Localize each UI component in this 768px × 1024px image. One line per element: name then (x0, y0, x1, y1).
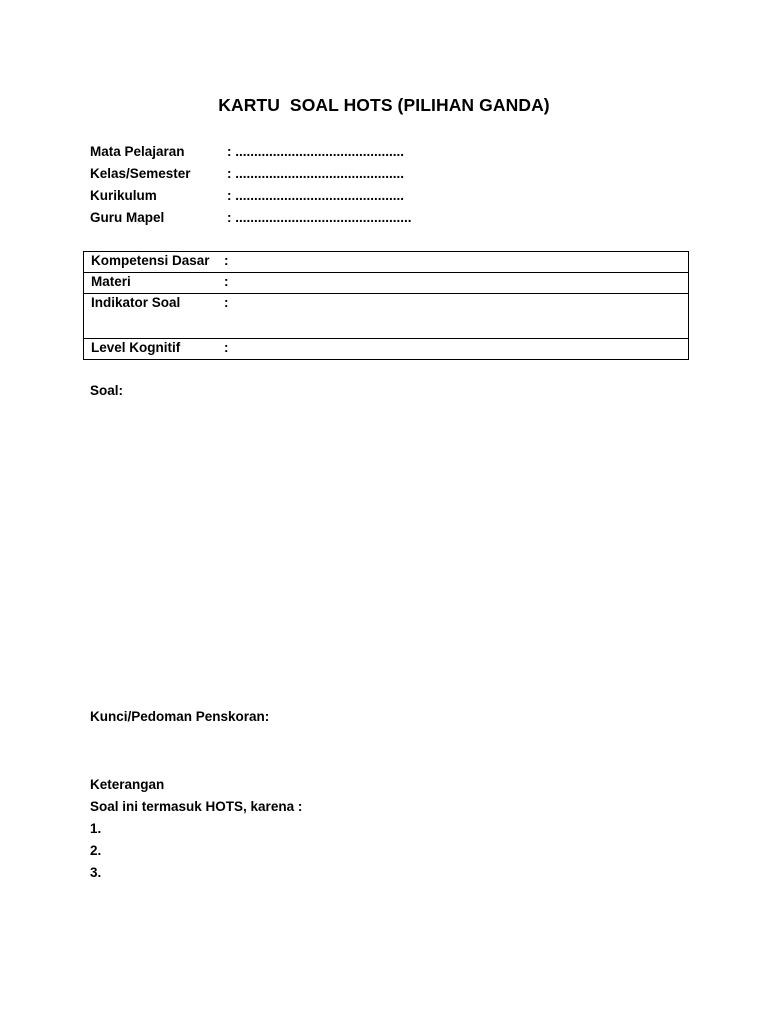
list-item: 3. (90, 865, 102, 880)
keterangan-section (90, 775, 302, 885)
competency-table (83, 251, 689, 360)
table-row-materi (84, 273, 688, 294)
list-item: 2. (90, 843, 102, 858)
list-item: 1. (90, 821, 102, 836)
table-row-colon: : (224, 274, 229, 289)
info-label: Kurikulum (90, 188, 157, 203)
table-row-label: Indikator Soal (91, 295, 181, 310)
info-label: Kelas/Semester (90, 166, 191, 181)
info-label: Guru Mapel (90, 210, 165, 225)
info-value: : ............................................. (227, 166, 405, 181)
info-value: : ............................................. (227, 144, 405, 159)
table-row-label: Level Kognitif (91, 340, 181, 355)
info-value: : ............................................. (227, 188, 405, 203)
keterangan-heading: Keterangan (90, 777, 165, 792)
table-row-kompetensi-dasar (84, 252, 688, 273)
table-row-level-kognitif (84, 339, 688, 359)
info-label: Mata Pelajaran (90, 144, 185, 159)
table-row-colon: : (224, 253, 229, 268)
table-row-indikator-soal (84, 294, 688, 339)
soal-label: Soal: (90, 383, 124, 398)
table-row-label: Kompetensi Dasar (91, 253, 210, 268)
keterangan-subheading: Soal ini termasuk HOTS, karena : (90, 799, 303, 814)
table-row-label: Materi (91, 274, 131, 289)
kunci-label: Kunci/Pedoman Penskoran: (90, 709, 270, 724)
table-row-colon: : (224, 295, 229, 310)
document-title: KARTU SOAL HOTS (PILIHAN GANDA) (218, 95, 550, 115)
info-value: : ............................................... (227, 210, 412, 225)
table-row-colon: : (224, 340, 229, 355)
